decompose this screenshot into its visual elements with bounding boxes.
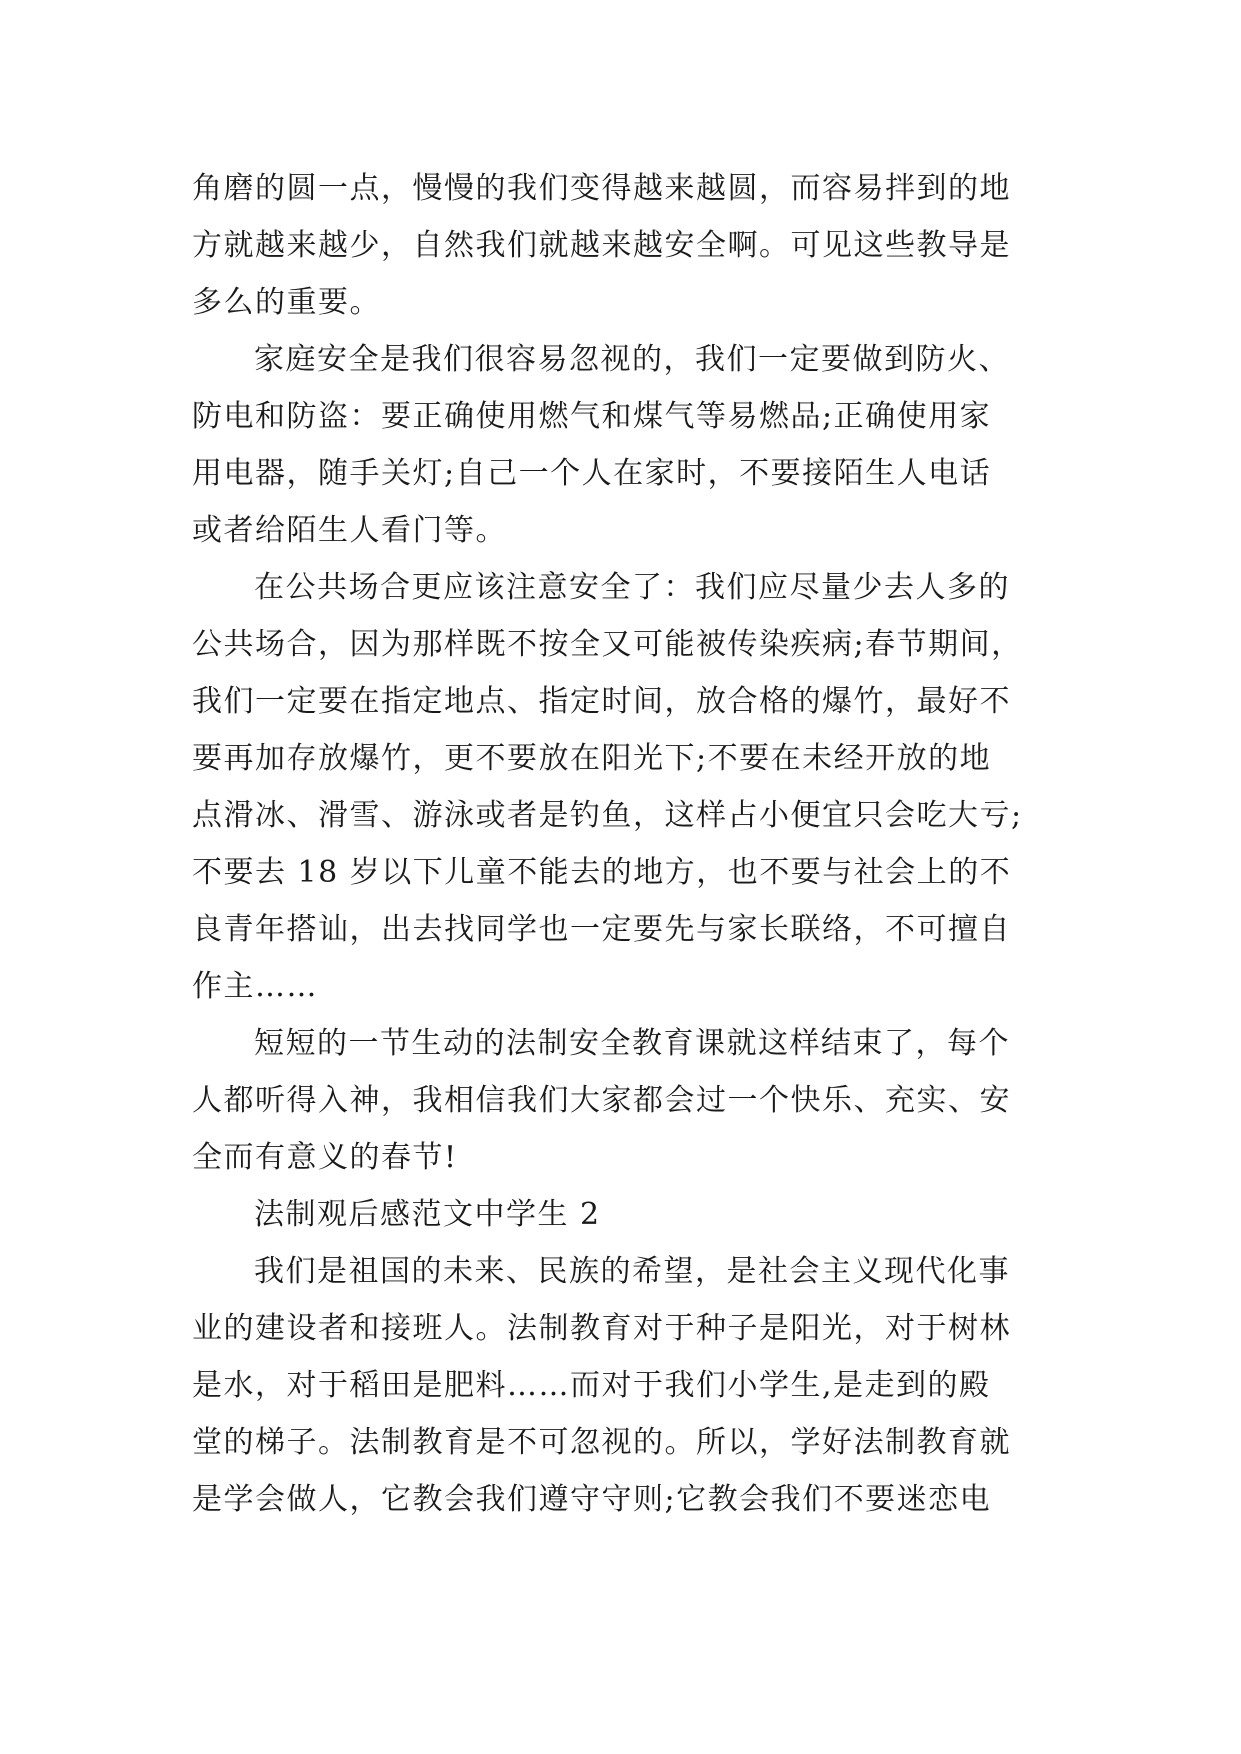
body-text (192, 160, 1052, 1528)
text-line: 我们是祖国的未来、民族的希望，是社会主义现代化事 (254, 1254, 1010, 1289)
text-line: 或者给陌生人看门等。 (192, 513, 507, 548)
text-line: 是学会做人，它教会我们遵守守则;它教会我们不要迷恋电 (192, 1482, 992, 1517)
text-line: 是水，对于稻田是肥料……而对于我们小学生,是走到的殿 (192, 1368, 991, 1403)
text-line: 业的建设者和接班人。法制教育对于种子是阳光，对于树林 (192, 1311, 1011, 1346)
text-line: 堂的梯子。法制教育是不可忽视的。所以，学好法制教育就 (192, 1425, 1011, 1460)
text-line: 短短的一节生动的法制安全教育课就这样结束了，每个 (254, 1026, 1010, 1061)
text-line: 在公共场合更应该注意安全了：我们应尽量少去人多的 (254, 570, 1010, 605)
text-line: 良青年搭讪，出去找同学也一定要先与家长联络，不可擅自 (192, 912, 1011, 947)
text-line: 防电和防盗：要正确使用燃气和煤气等易燃品;正确使用家 (192, 399, 992, 434)
text-line: 作主…… (192, 969, 318, 1004)
text-line: 我们一定要在指定地点、指定时间，放合格的爆竹，最好不 (192, 684, 1011, 719)
text-line: 家庭安全是我们很容易忽视的，我们一定要做到防火、 (254, 342, 1010, 377)
text-line: 公共场合，因为那样既不按全又可能被传染疾病;春节期间， (192, 627, 1023, 662)
text-line: 人都听得入神，我相信我们大家都会过一个快乐、充实、安 (192, 1083, 1011, 1118)
text-line: 方就越来越少，自然我们就越来越安全啊。可见这些教导是 (192, 228, 1011, 263)
text-line: 不要去 18 岁以下儿童不能去的地方，也不要与社会上的不 (192, 855, 1012, 890)
text-line: 全而有意义的春节! (192, 1140, 458, 1175)
text-line: 用电器，随手关灯;自己一个人在家时，不要接陌生人电话 (192, 456, 992, 491)
text-line: 角磨的圆一点，慢慢的我们变得越来越圆，而容易拌到的地 (192, 171, 1011, 206)
text-line: 多么的重要。 (192, 285, 381, 320)
section-heading: 法制观后感范文中学生 2 (254, 1197, 601, 1232)
text-line: 要再加存放爆竹，更不要放在阳光下;不要在未经开放的地 (192, 741, 992, 776)
text-line: 点滑冰、滑雪、游泳或者是钓鱼，这样占小便宜只会吃大亏; (192, 798, 1023, 833)
